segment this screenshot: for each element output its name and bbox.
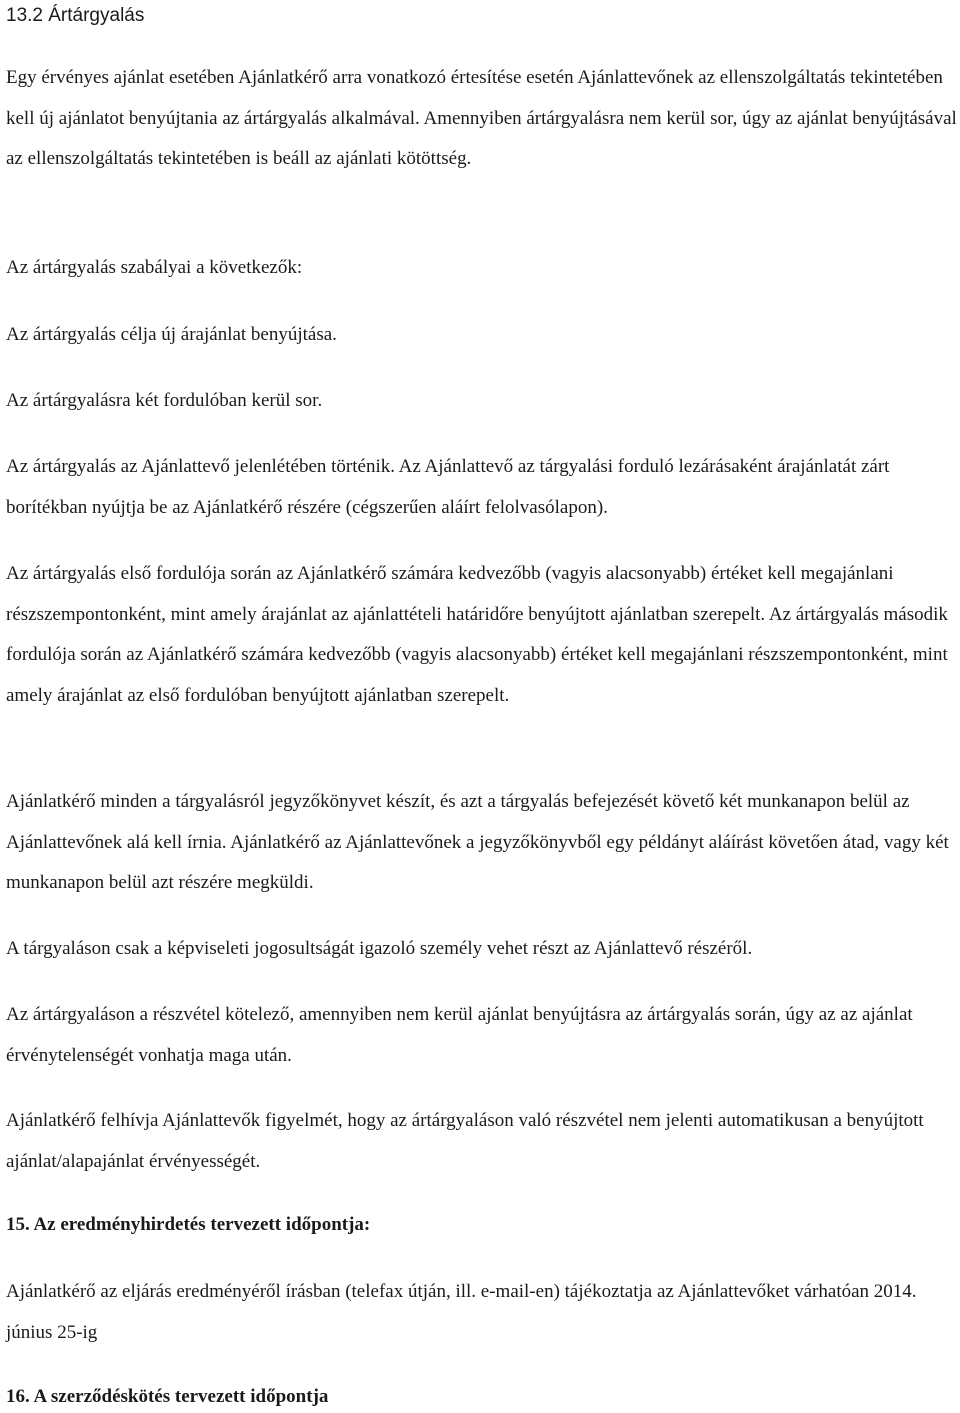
paragraph-rounds: Az ártárgyalásra két fordulóban kerül sor. — [6, 390, 323, 411]
section-title: 13.2 Ártárgyalás — [6, 5, 145, 26]
paragraph-minutes: Ajánlatkérő minden a tárgyalásról jegyzőkönyvet készít, és azt a tárgyalás befejezését követő két munkanapon belül az Ajánlattevőnek alá kell írnia. Ajánlatkérő az Ajánlattevőnek a jegyzőkönyvből egy példányt aláírást követően átad, vagy két munkanapon belül azt részére megküldi. — [6, 791, 949, 893]
paragraph-section-15: Ajánlatkérő az eljárás eredményéről írásban (telefax útján, ill. e-mail-en) tájékoztatja az Ajánlattevőket várhatóan 2014. június 25-ig — [6, 1281, 917, 1343]
paragraph-round-details: Az ártárgyalás első fordulója során az Ajánlatkérő számára kedvezőbb (vagyis alacsonyabb) értéket kell megajánlani részszempontonként, mint amely árajánlat az ajánlattételi határidőre benyújtott ajánlatban szerepelt. Az ártárgyalás második fordulója során az Ajánlatkérő számára kedvezőbb (vagyis alacsonyabb) értéket kell megajánlani részszempontonként, mint amely árajánlat az első fordulóban benyújtott ajánlatban szerepelt. — [6, 563, 948, 706]
paragraph-mandatory: Az ártárgyaláson a részvétel kötelező, amennyiben nem kerül ajánlat benyújtásra az ártárgyalás során, úgy az az ajánlat érvénytelenségét vonhatja maga után. — [6, 1004, 913, 1066]
heading-section-16: 16. A szerződéskötés tervezett időpontja — [6, 1386, 329, 1407]
paragraph-rules-intro: Az ártárgyalás szabályai a következők: — [6, 257, 303, 278]
paragraph-validity: Ajánlatkérő felhívja Ajánlattevők figyelmét, hogy az ártárgyaláson való részvétel nem jelenti automatikusan a benyújtott ajánlat/alapajánlat érvényességét. — [6, 1110, 924, 1172]
paragraph-representation: A tárgyaláson csak a képviseleti jogosultságát igazoló személy vehet részt az Ajánlattevő részéről. — [6, 938, 753, 959]
heading-section-15: 15. Az eredményhirdetés tervezett időpontja: — [6, 1214, 371, 1235]
paragraph-presence: Az ártárgyalás az Ajánlattevő jelenlétében történik. Az Ajánlattevő az tárgyalási forduló lezárásaként árajánlatát zárt borítékban nyújtja be az Ajánlatkérő részére (cégszerűen aláírt felolvasólapon). — [6, 456, 890, 518]
paragraph-intro: Egy érvényes ajánlat esetében Ajánlatkérő arra vonatkozó értesítése esetén Ajánlattevőnek az ellenszolgáltatás tekintetében kell új ajánlatot benyújtania az ártárgyalás alkalmával. Amennyiben ártárgyalásra nem kerül sor, úgy az ajánlat benyújtásával az ellenszolgáltatás tekintetében is beáll az ajánlati kötöttség. — [6, 67, 957, 169]
paragraph-goal: Az ártárgyalás célja új árajánlat benyújtása. — [6, 324, 337, 345]
